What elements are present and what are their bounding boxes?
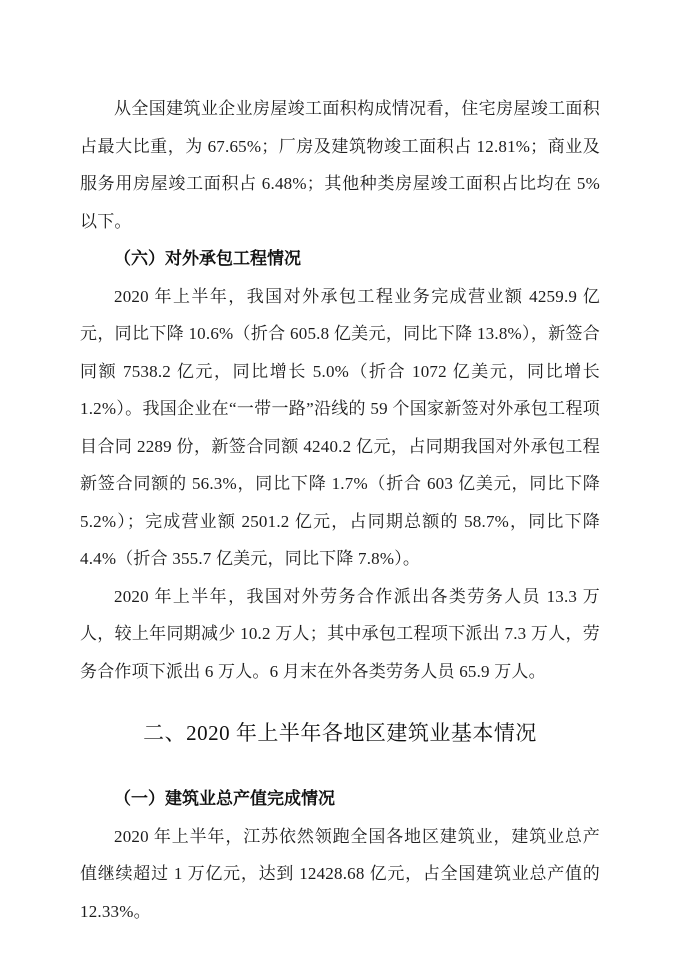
- section-heading-one-total-output: （一）建筑业总产值完成情况: [114, 789, 335, 808]
- paragraph-housing-completion: 从全国建筑业企业房屋竣工面积构成情况看，住宅房屋竣工面积占最大比重，为 67.65%；厂房及建筑物竣工面积占 12.81%；商业及服务用房屋竣工面积占 6.48%；其他种类房屋竣工面积占比均在 5%以下。: [80, 99, 600, 231]
- paragraph-labor-cooperation-stats: 2020 年上半年，我国对外劳务合作派出各类劳务人员 13.3 万人，较上年同期减少 10.2 万人；其中承包工程项下派出 7.3 万人，劳务合作项下派出 6 万人。6 月末在外各类劳务人员 65.9 万人。: [80, 586, 600, 681]
- section-heading-six-foreign-contracting: （六）对外承包工程情况: [114, 249, 301, 268]
- paragraph-jiangsu-output: 2020 年上半年，江苏依然领跑全国各地区建筑业，建筑业总产值继续超过 1 万亿元，达到 12428.68 亿元，占全国建筑业总产值的 12.33%。: [80, 826, 600, 921]
- chapter-heading-regional-construction: 二、2020 年上半年各地区建筑业基本情况: [143, 721, 537, 745]
- paragraph-foreign-contracting-stats: 2020 年上半年，我国对外承包工程业务完成营业额 4259.9 亿元，同比下降 10.6%（折合 605.8 亿美元，同比下降 13.8%），新签合同额 7538.2 亿元，同比增长 5.0%（折合 1072 亿美元，同比增长 1.2%）。我国企业在“一带一路”沿线的 59 个国家新签对外承包工程项目合同 2289 份，新签合同额 4240.2 亿元，占同期我国对外承包工程新签合同额的 56.3%，同比下降 1.7%（折合 603 亿美元，同比下降 5.2%）；完成营业额 2501.2 亿元，占同期总额的 58.7%，同比下降 4.4%（折合 355.7 亿美元，同比下降 7.8%）。: [80, 286, 600, 568]
